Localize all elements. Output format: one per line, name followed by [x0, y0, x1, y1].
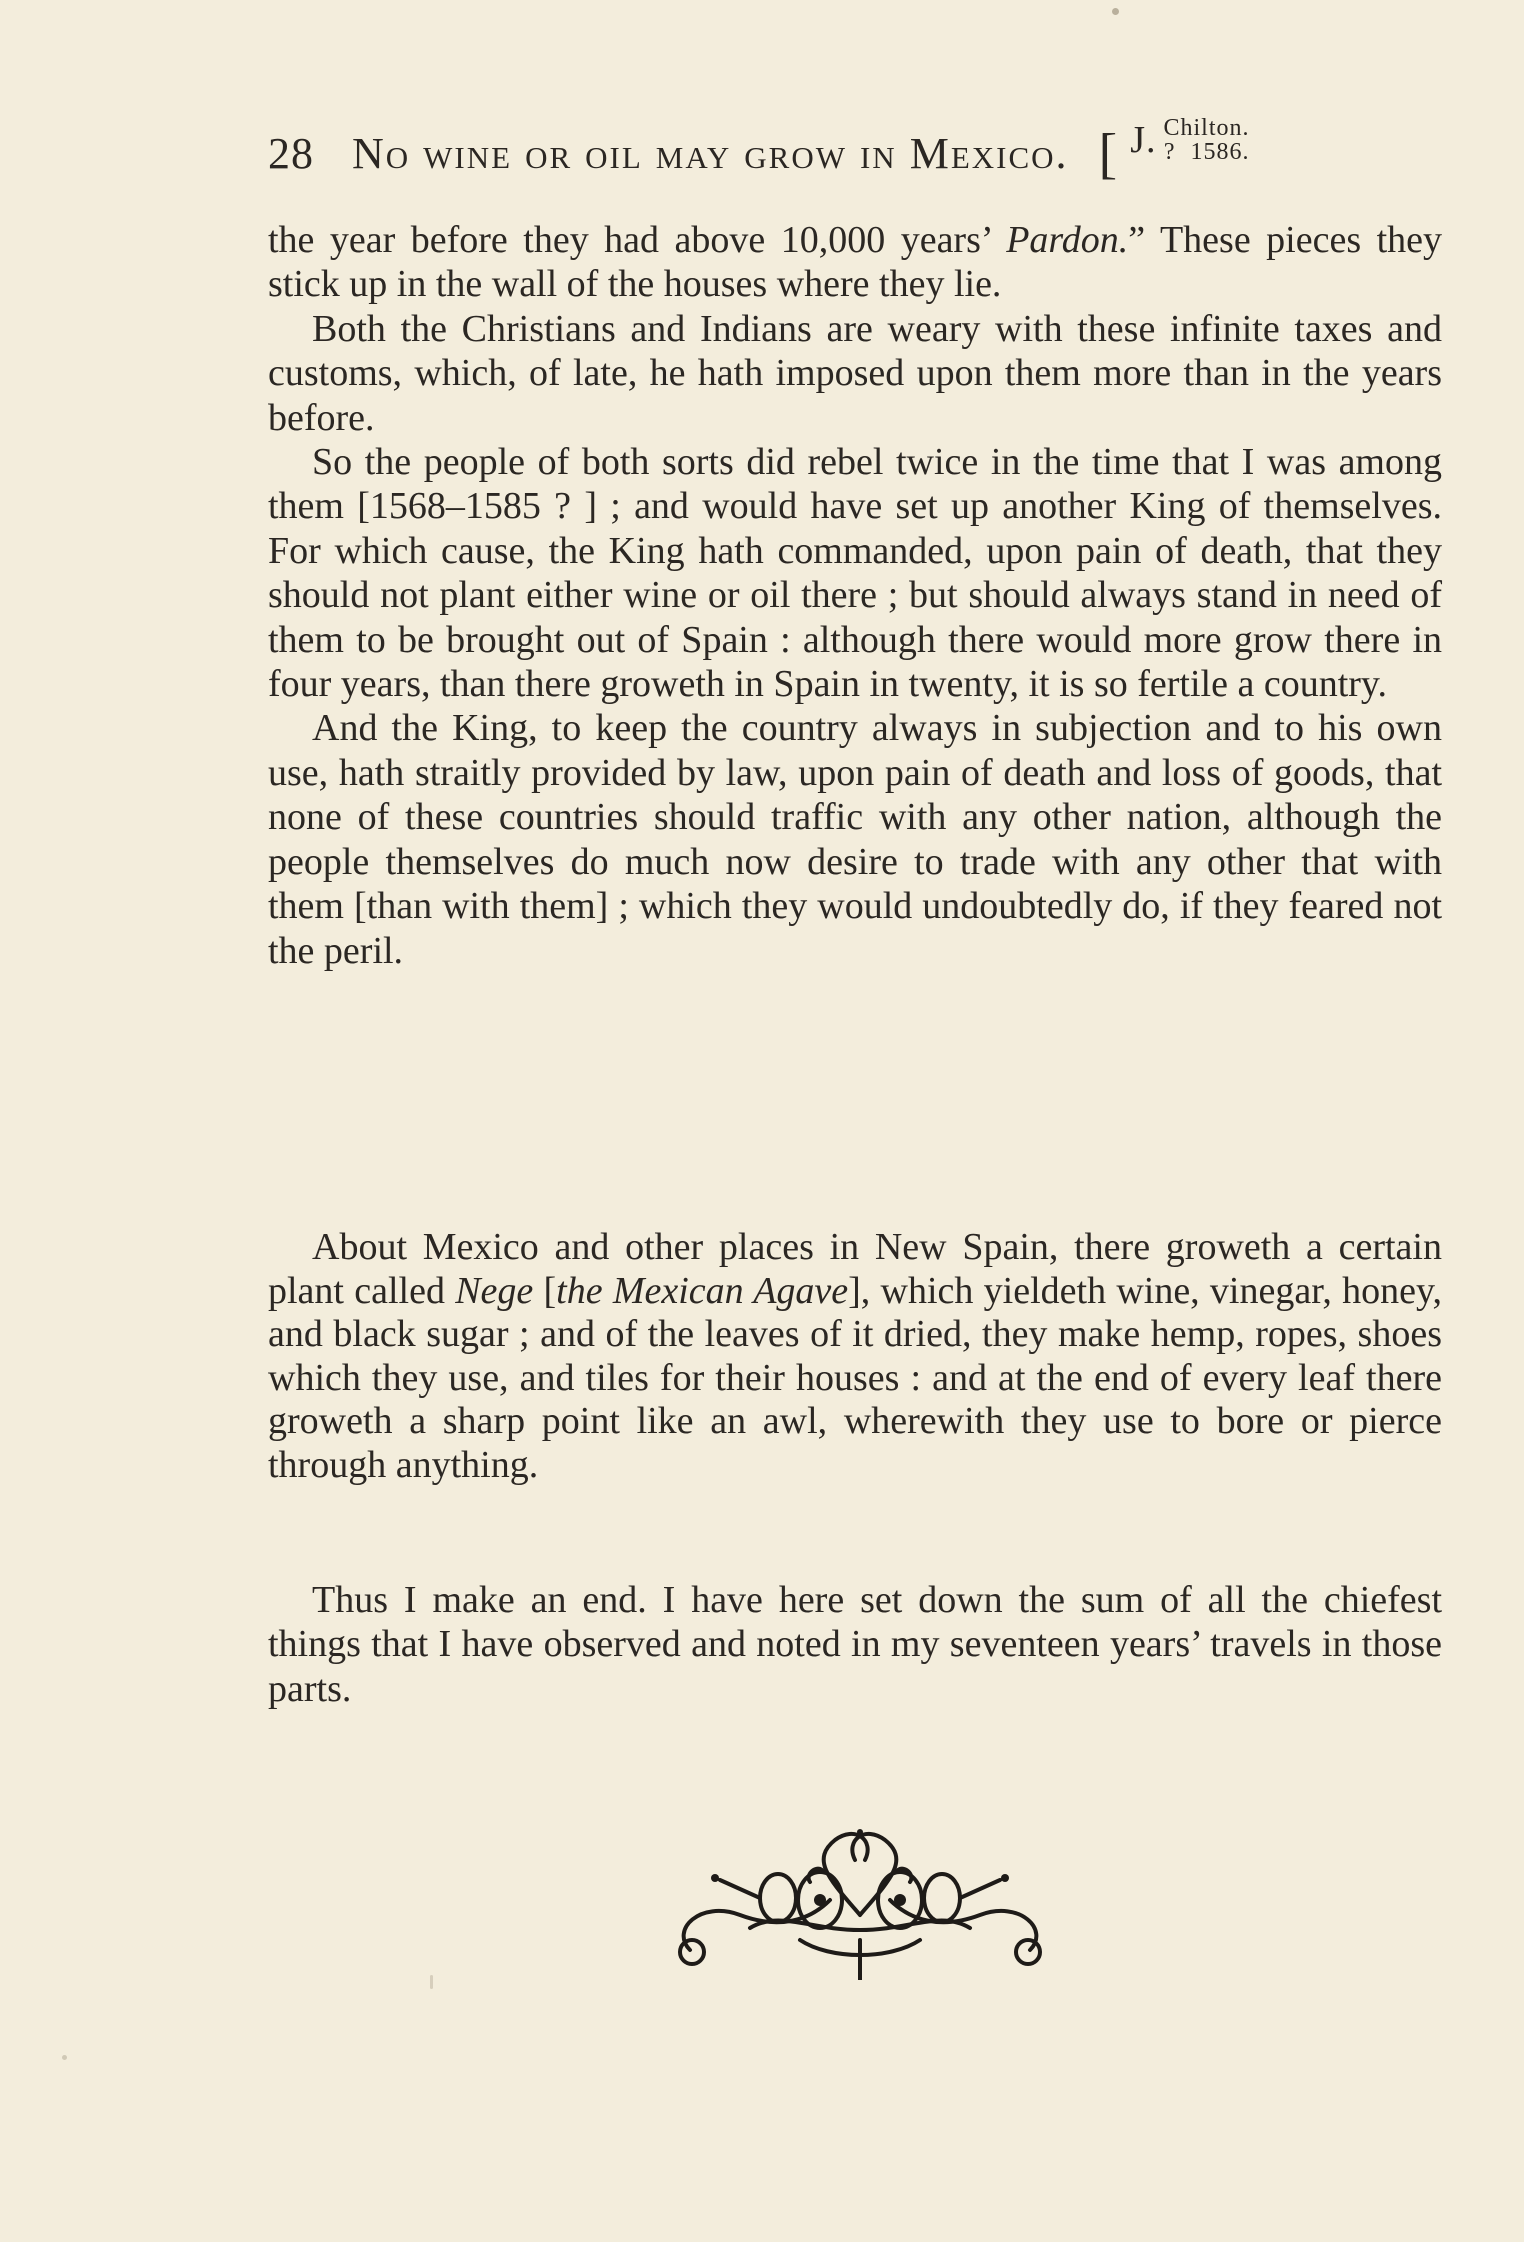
paragraph-text: the year before they had above 10,000 years’ — [268, 219, 1007, 261]
italic-text: Pardon. — [1006, 219, 1129, 261]
text-block-closing — [268, 1578, 1442, 1711]
running-header — [268, 115, 1448, 188]
paragraph-text: And the King, to keep the country always in subjection and to his own use, hath straitly provided by law, upon pain of death and loss of goods, that none of these countries should traffic with any other nation, although the people themselves do much now desire to trade with any other that with them [than with them] ; which they would undoubtedly do, if they feared not the peril. — [268, 707, 1442, 972]
paragraph — [268, 307, 1442, 440]
header-bracket: [ — [1098, 123, 1119, 185]
paper-speck — [430, 1975, 433, 1989]
paper-speck — [62, 2055, 67, 2060]
paragraph-text: So the people of both sorts did rebel twice in the time that I was among them [1568–1585 ? ] ; and would have set up another King of themselves. For which cause, the King hath commanded, upon pain of death, that they should not plant either wine or oil there ; but should always stand in need of them to be brought out of Spain : although there would more grow there in four years, than there groweth in Spain in twenty, it is so fertile a country. — [268, 441, 1442, 706]
italic-text: Nege — [455, 1269, 534, 1312]
paragraph — [268, 1578, 1442, 1711]
paragraph-text: [ — [533, 1269, 557, 1312]
paragraph-text: Both the Christians and Indians are weary with these infinite taxes and customs, which, of late, he hath imposed upon them more than in the years before. — [268, 307, 1442, 439]
year: 1586. — [1190, 139, 1250, 165]
paragraph — [268, 706, 1442, 972]
author-date-stack — [1163, 116, 1249, 164]
author-initial: J. — [1130, 119, 1157, 161]
paragraph — [268, 1226, 1442, 1488]
paragraph-text: Thus I make an end. I have here set down the sum of all the chiefest things that I have observed and noted in my seventeen years’ travels in those parts. — [268, 1579, 1442, 1710]
floral-tailpiece-icon — [660, 1820, 1060, 1980]
date-query: ? — [1163, 139, 1176, 165]
text-block-main — [268, 218, 1442, 973]
italic-text: the Mexican Agave — [556, 1269, 849, 1312]
paragraph-text: ” These pieces they stick up in the wall of the houses where they lie. — [268, 219, 1443, 306]
paragraph — [268, 440, 1442, 706]
author-date-reference — [1130, 115, 1250, 166]
paper-speck — [1112, 8, 1119, 15]
paragraph — [268, 218, 1442, 307]
text-block-agave — [268, 1226, 1442, 1488]
page-number: 28 — [268, 129, 314, 178]
author-surname: Chilton. — [1163, 115, 1250, 141]
paragraph-text: About Mexico and other places in New Spain, there groweth a certain plant called — [268, 1226, 1442, 1312]
paragraph-text: ], which yieldeth wine, vinegar, honey, and black sugar ; and of the leaves of it dried, they make hemp, ropes, shoes which they use, and tiles for their houses : and at the end of every leaf there groweth a sharp point like an awl, wherewith they use to bore or pierce through anything. — [268, 1269, 1442, 1486]
running-title: No wine or oil may grow in Mexico. — [352, 129, 1069, 178]
